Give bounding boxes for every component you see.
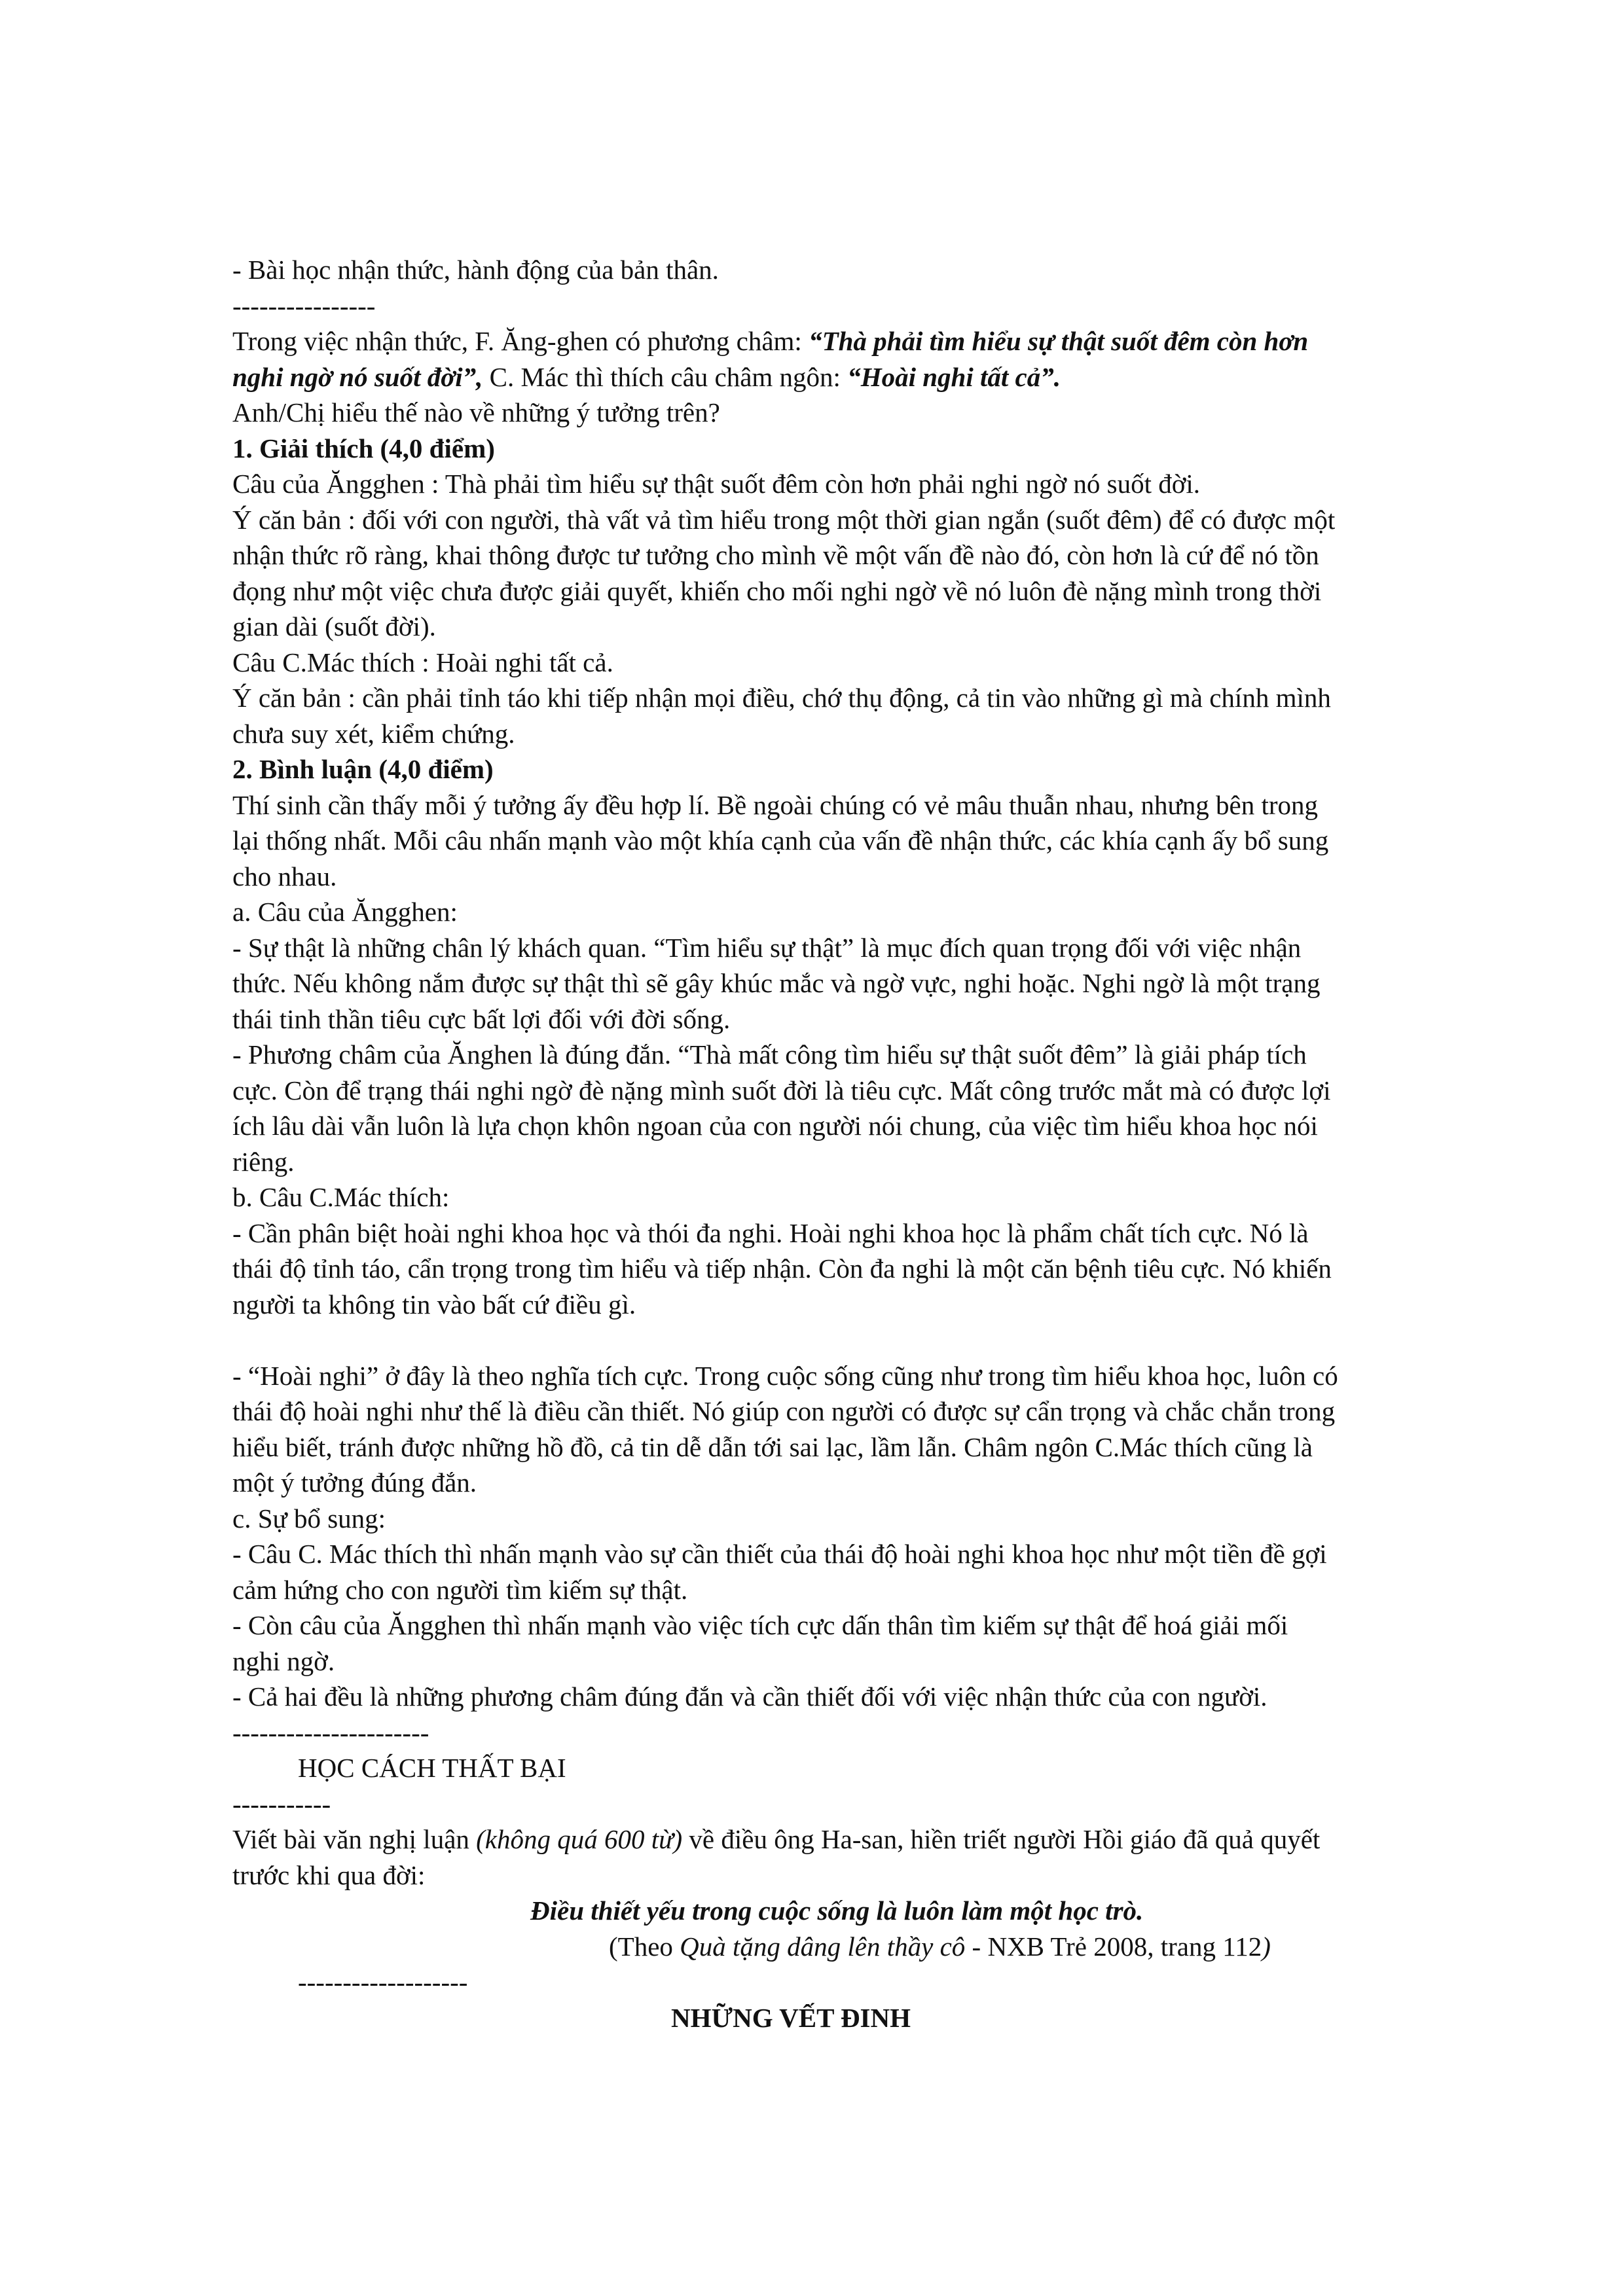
quote-engels-cont: nghi ngờ nó suốt đời”,	[232, 361, 483, 392]
paragraph: - Còn câu của Ăngghen thì nhấn mạnh vào việc tích cực dấn thân tìm kiếm sự thật để hoá giải mối	[232, 1610, 1288, 1640]
paragraph: - Câu C. Mác thích thì nhấn mạnh vào sự cần thiết của thái độ hoài nghi khoa học như một tiền đề gợi	[232, 1539, 1327, 1569]
separator: ----------------	[232, 290, 376, 321]
subheading-b: b. Câu C.Mác thích:	[232, 1182, 450, 1212]
separator: -----------	[232, 1788, 331, 1819]
section-title: HỌC CÁCH THẤT BẠI	[298, 1753, 566, 1783]
quote-marx: “Hoài nghi tất cả”.	[847, 361, 1061, 392]
paragraph: lại thống nhất. Mỗi câu nhấn mạnh vào một khía cạnh của vấn đề nhận thức, các khía cạnh ấy bổ sung	[232, 825, 1329, 855]
paragraph: thái tinh thần tiêu cực bất lợi đối với đời sống.	[232, 1003, 731, 1034]
question-1-line-3: Anh/Chị hiểu thế nào về những ý tưởng trên?	[232, 397, 720, 427]
question-text: về điều ông Ha-san, hiền triết người Hồi giáo đã quả quyết	[682, 1824, 1321, 1854]
paragraph: thái độ hoài nghi như thế là điều cần thiết. Nó giúp con người có được sự cẩn trọng và chắc chắn trong	[232, 1396, 1336, 1426]
paragraph: Câu C.Mác thích : Hoài nghi tất cả.	[232, 647, 613, 677]
subheading-c: c. Sự bổ sung:	[232, 1503, 386, 1534]
source-text: - NXB Trẻ 2008, trang 112	[965, 1931, 1262, 1962]
paragraph: người ta không tin vào bất cứ điều gì.	[232, 1289, 636, 1319]
paragraph: thức. Nếu không nắm được sự thật thì sẽ gây khúc mắc và ngờ vực, nghi hoặc. Nghi ngờ là một trạng	[232, 968, 1321, 998]
paragraph: gian dài (suốt đời).	[232, 611, 436, 641]
paragraph: Ý căn bản : đối với con người, thà vất vả tìm hiểu trong một thời gian ngắn (suốt đêm) để có được một	[232, 504, 1336, 535]
paragraph: Câu của Ăngghen : Thà phải tìm hiểu sự thật suốt đêm còn hơn phải nghi ngờ nó suốt đời.	[232, 469, 1201, 499]
paragraph: Thí sinh cần thấy mỗi ý tưởng ấy đều hợp lí. Bề ngoài chúng có vẻ mâu thuẫn nhau, nhưng bên trong	[232, 789, 1319, 820]
blank-line	[232, 1322, 1516, 1358]
paragraph: hiểu biết, tránh được những hồ đồ, cả tin dễ dẫn tới sai lạc, lầm lẫn. Châm ngôn C.Mác thích cũng là	[232, 1431, 1313, 1462]
intro-line: - Bài học nhận thức, hành động của bản thân.	[232, 255, 719, 285]
paragraph: nhận thức rõ ràng, khai thông được tư tưởng cho mình về một vấn đề nào đó, còn hơn là cứ để nó tồn	[232, 540, 1319, 570]
question-text: Viết bài văn nghị luận	[232, 1824, 477, 1854]
section-heading-discuss: 2. Bình luận (4,0 điểm)	[232, 754, 494, 784]
document-page	[232, 252, 1516, 2036]
question-2-line-2: trước khi qua đời:	[232, 1859, 426, 1890]
question-text: C. Mác thì thích câu châm ngôn:	[483, 361, 848, 392]
source-book: Quà tặng dâng lên thầy cô	[680, 1931, 966, 1962]
paragraph: đọng như một việc chưa được giải quyết, khiến cho mối nghi ngờ về nó luôn đè nặng mình trong thời	[232, 575, 1322, 606]
paragraph: Ý căn bản : cần phải tỉnh táo khi tiếp nhận mọi điều, chớ thụ động, cả tin vào những gì mà chính mình	[232, 683, 1331, 713]
quote-source	[232, 1929, 1516, 1965]
paragraph: riêng.	[232, 1146, 295, 1177]
quote-hasan: Điều thiết yếu trong cuộc sống là luôn làm một học trò.	[530, 1895, 1144, 1926]
paragraph: chưa suy xét, kiểm chứng.	[232, 718, 515, 749]
section-title: NHỮNG VẾT ĐINH	[671, 2002, 911, 2033]
source-text: )	[1262, 1931, 1271, 1962]
paragraph: cảm hứng cho con người tìm kiếm sự thật.	[232, 1574, 688, 1605]
paragraph: nghi ngờ.	[232, 1645, 335, 1676]
paragraph: - “Hoài nghi” ở đây là theo nghĩa tích cực. Trong cuộc sống cũng như trong tìm hiểu khoa học, luôn có	[232, 1360, 1338, 1391]
paragraph: thái độ tỉnh táo, cẩn trọng trong tìm hiểu và tiếp nhận. Còn đa nghi là một căn bệnh tiêu cực. Nó khiến	[232, 1253, 1332, 1283]
question-2-line-1	[232, 1821, 1516, 1857]
question-1-line-2	[232, 359, 1516, 395]
paragraph: cho nhau.	[232, 861, 337, 891]
quote-engels: “Thà phải tìm hiểu sự thật suốt đêm còn hơn	[809, 326, 1309, 356]
subheading-a: a. Câu của Ăngghen:	[232, 897, 458, 927]
section-heading-explain: 1. Giải thích (4,0 điểm)	[232, 433, 495, 463]
word-limit: (không quá 600 từ)	[476, 1824, 683, 1854]
source-text: (Theo	[609, 1931, 680, 1962]
paragraph: - Sự thật là những chân lý khách quan. “Tìm hiểu sự thật” là mục đích quan trọng đối với việc nhận	[232, 932, 1302, 963]
paragraph: - Cần phân biệt hoài nghi khoa học và thói đa nghi. Hoài nghi khoa học là phẩm chất tích cực. Nó là	[232, 1217, 1309, 1248]
paragraph: - Phương châm của Ănghen là đúng đắn. “Thà mất công tìm hiểu sự thật suốt đêm” là giải pháp tích	[232, 1039, 1307, 1069]
paragraph: - Cả hai đều là những phương châm đúng đắn và cần thiết đối với việc nhận thức của con người.	[232, 1681, 1267, 1712]
separator: -------------------	[298, 1967, 468, 1997]
question-1-line-1	[232, 323, 1516, 359]
paragraph: ích lâu dài vẫn luôn là lựa chọn khôn ngoan của con người nói chung, của việc tìm hiểu khoa học nói	[232, 1111, 1318, 1141]
paragraph: một ý tưởng đúng đắn.	[232, 1467, 477, 1498]
separator: ----------------------	[232, 1717, 429, 1748]
question-text: Trong việc nhận thức, F. Ăng-ghen có phương châm:	[232, 326, 809, 356]
paragraph: cực. Còn để trạng thái nghi ngờ đè nặng mình suốt đời là tiêu cực. Mất công trước mắt mà có được lợi	[232, 1075, 1331, 1105]
